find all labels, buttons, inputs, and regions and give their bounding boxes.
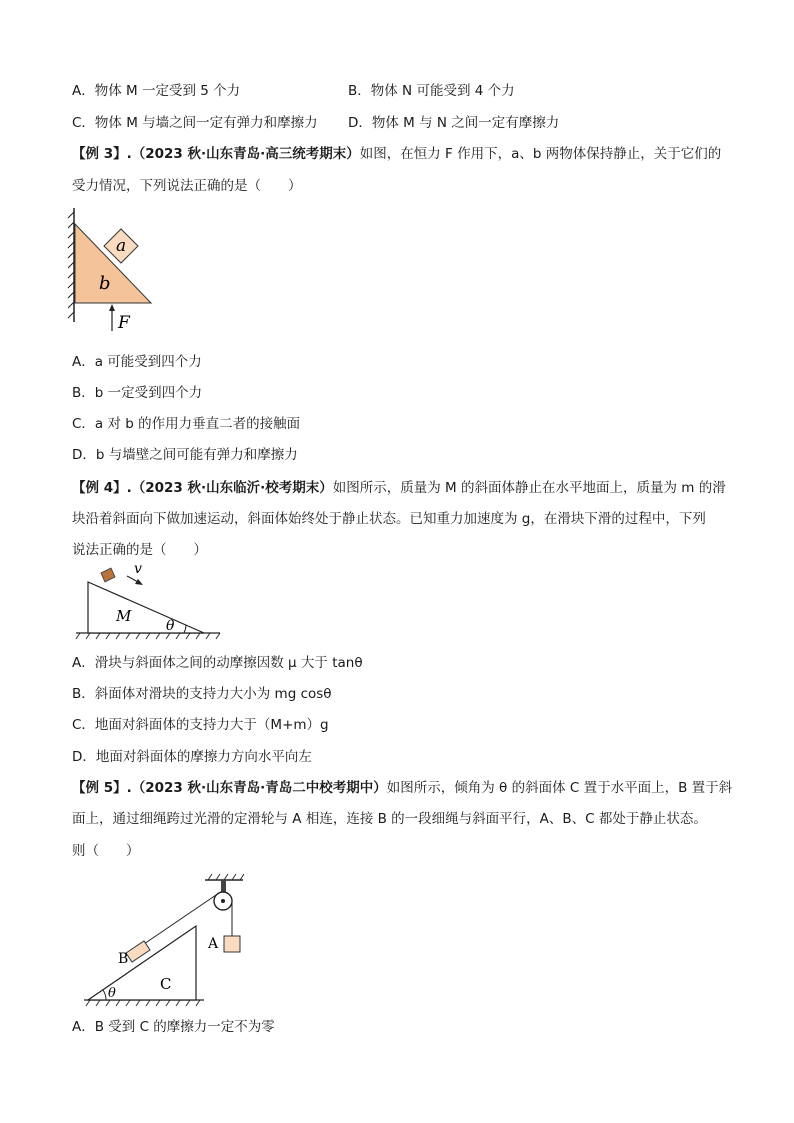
label-b: b [99,273,111,294]
ex3-stem1: 如图，在恒力 F 作用下，a、b 两物体保持静止，关于它们的 [359,146,722,162]
label-B: B [118,951,129,967]
ex4-stem-line1 [72,478,726,498]
option-b-top: B．物体 N 可能受到 4 个力 [348,83,515,99]
ex5-figure [80,870,260,1012]
ex5-stem-line2: 面上，通过细绳跨过光滑的定滑轮与 A 相连，连接 B 的一段细绳与斜面平行，A、B、C 都处于静止状态。 [72,811,707,827]
velocity-arrow-head [135,579,143,585]
ex3-stem-line1 [72,144,721,164]
ex4-option-d: D．地面对斜面体的摩擦力方向水平向左 [72,749,312,765]
ground-hatch [76,633,220,639]
label-v: v [134,562,142,577]
ex3-stem-line2: 受力情况，下列说法正确的是（ ） [72,178,302,194]
ex4-stem-line3: 说法正确的是（ ） [72,542,207,558]
ex4-stem1: 如图所示，质量为 M 的斜面体静止在水平地面上，质量为 m 的滑 [332,480,726,496]
ex5-stem-line1 [72,778,732,798]
pulley-axle [221,899,225,903]
label-C: C [160,975,172,993]
ex3-figure [66,204,166,338]
option-c-top: C．物体 M 与墙之间一定有弹力和摩擦力 [72,115,318,131]
label-A: A [208,936,219,952]
option-d-top: D．物体 M 与 N 之间一定有摩擦力 [348,115,560,131]
ex5-stem1: 如图所示，倾角为 θ 的斜面体 C 置于水平面上，B 置于斜 [386,780,733,796]
option-a-top: A．物体 M 一定受到 5 个力 [72,83,241,99]
ex4-tag: 【例 4】.（2023 秋·山东临沂·校考期末） [72,480,333,496]
ex3-option-b: B．b 一定受到四个力 [72,385,203,401]
ex4-option-c: C．地面对斜面体的支持力大于（M+m）g [72,717,329,733]
ex5-stem-line3: 则（ ） [72,843,140,859]
incline-C [88,926,196,1000]
ex3-option-c: C．a 对 b 的作用力垂直二者的接触面 [72,416,301,432]
ex4-option-a: A．滑块与斜面体之间的动摩擦因数 μ 大于 tanθ [72,655,363,671]
block-b [75,224,151,303]
incline-M [88,582,204,633]
force-arrow-head [109,304,115,311]
label-a: a [116,236,127,256]
label-theta-ex4: θ [166,618,175,634]
block-A [224,936,240,952]
ex3-tag: 【例 3】.（2023 秋·山东青岛·高三统考期末） [72,146,360,162]
block-B [126,941,150,962]
wall-hatch [68,212,74,318]
label-theta-ex5: θ [108,986,116,1001]
ex3-option-a: A．a 可能受到四个力 [72,354,202,370]
ex3-option-d: D．b 与墙壁之间可能有弹力和摩擦力 [72,447,298,463]
ex4-figure [72,562,224,648]
ex4-option-b: B．斜面体对滑块的支持力大小为 mg cosθ [72,686,332,702]
label-F: F [118,313,130,333]
slider-block [101,568,115,582]
ex4-stem-line2: 块沿着斜面向下做加速运动，斜面体始终处于静止状态。已知重力加速度为 g，在滑块下滑的过程中，下列 [72,511,706,527]
ex5-tag: 【例 5】.（2023 秋·山东青岛·青岛二中校考期中） [72,780,387,796]
ex5-option-a: A．B 受到 C 的摩擦力一定不为零 [72,1019,275,1035]
pulley-support [221,880,226,892]
ground-hatch-ex5 [86,1000,200,1006]
ceiling-hatch [208,874,244,880]
label-M: M [116,607,132,625]
